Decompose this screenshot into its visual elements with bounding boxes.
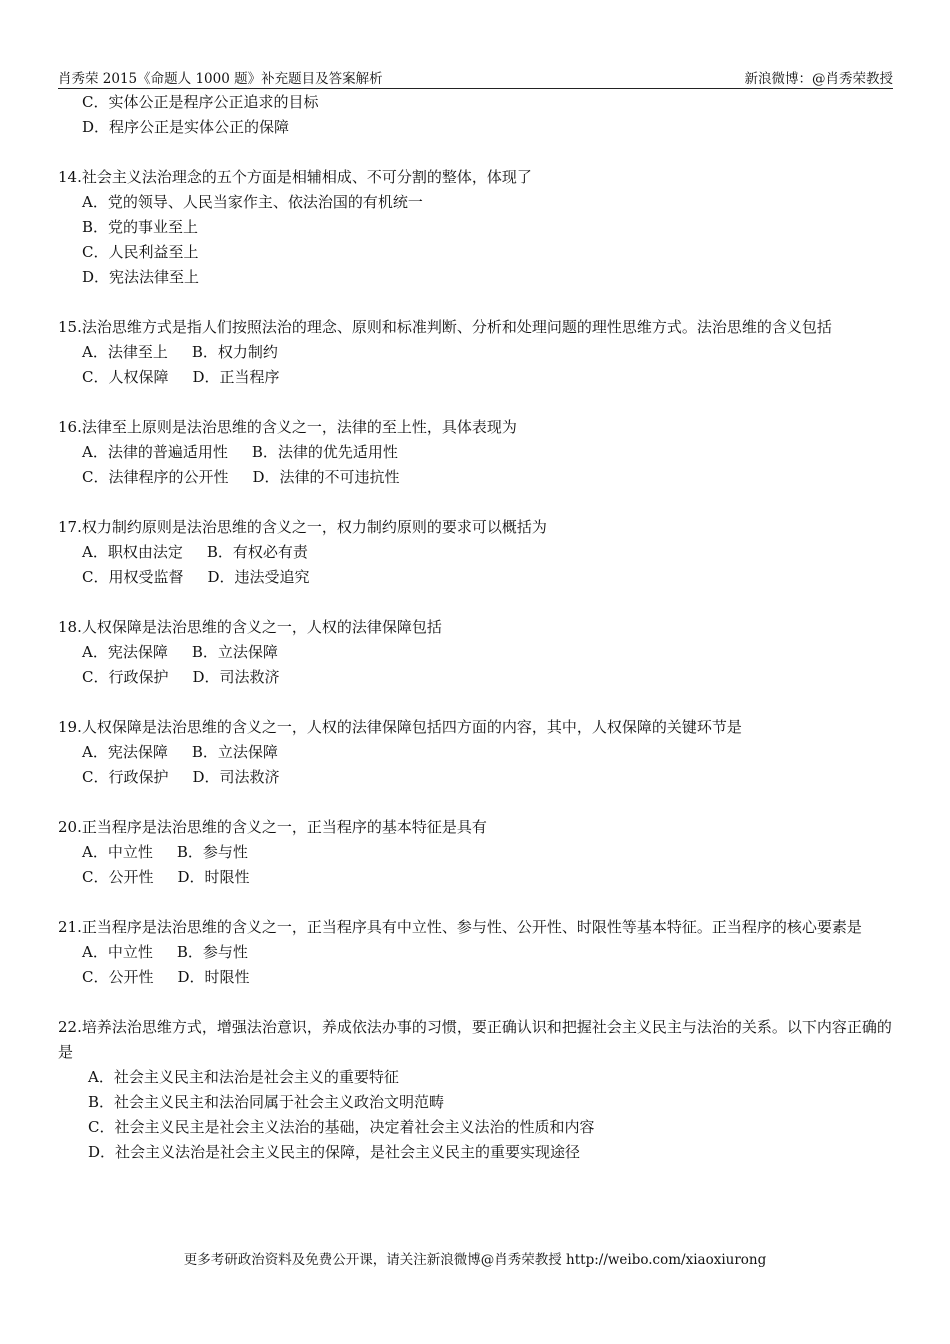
option: B．有权必有责 bbox=[206, 543, 308, 561]
question-content bbox=[58, 90, 894, 1190]
option-line: C．人民利益至上 bbox=[82, 243, 199, 261]
option-line bbox=[82, 340, 894, 365]
option: A．中立性 bbox=[82, 843, 153, 861]
question-14 bbox=[58, 165, 894, 290]
option-line: B．社会主义民主和法治同属于社会主义政治文明范畴 bbox=[88, 1093, 445, 1111]
page-header bbox=[58, 66, 893, 89]
option: D．违法受追究 bbox=[207, 568, 310, 586]
question-22 bbox=[58, 1015, 894, 1165]
option-line: A．党的领导、人民当家作主、依法治国的有机统一 bbox=[82, 193, 423, 211]
option-line: D．程序公正是实体公正的保障 bbox=[82, 118, 290, 136]
question-20 bbox=[58, 815, 894, 890]
option: A．法律的普遍适用性 bbox=[82, 443, 228, 461]
option: C．行政保护 bbox=[82, 668, 169, 686]
option: A．法律至上 bbox=[82, 343, 168, 361]
option-line: D．宪法法律至上 bbox=[82, 268, 200, 286]
option: B．立法保障 bbox=[191, 743, 278, 761]
option: B．参与性 bbox=[176, 943, 248, 961]
option: A．中立性 bbox=[82, 943, 153, 961]
option-line bbox=[82, 365, 894, 390]
question-21 bbox=[58, 915, 894, 990]
question-19 bbox=[58, 715, 894, 790]
option: A．宪法保障 bbox=[82, 643, 168, 661]
option: D．时限性 bbox=[177, 968, 250, 986]
option-line: C．实体公正是程序公正追求的目标 bbox=[82, 93, 319, 111]
option: A．宪法保障 bbox=[82, 743, 168, 761]
page-footer: 更多考研政治资料及免费公开课，请关注新浪微博@肖秀荣教授 http://weibo.com/xiaoxiurong bbox=[183, 1252, 767, 1268]
question-stem: 15.法治思维方式是指人们按照法治的理念、原则和标准判断、分析和处理问题的理性思维方式。法治思维的含义包括 bbox=[58, 318, 832, 336]
option: D．法律的不可违抗性 bbox=[252, 468, 400, 486]
question-stem: 21.正当程序是法治思维的含义之一，正当程序具有中立性、参与性、公开性、时限性等基本特征。正当程序的核心要素是 bbox=[58, 918, 862, 936]
option-line bbox=[82, 865, 894, 890]
option: C．法律程序的公开性 bbox=[82, 468, 229, 486]
option-line bbox=[82, 765, 894, 790]
option-line: D．社会主义法治是社会主义民主的保障，是社会主义民主的重要实现途径 bbox=[88, 1143, 581, 1161]
question-stem: 20.正当程序是法治思维的含义之一，正当程序的基本特征是具有 bbox=[58, 818, 487, 836]
option: C．公开性 bbox=[82, 868, 154, 886]
option: B．法律的优先适用性 bbox=[251, 443, 398, 461]
option-line bbox=[82, 665, 894, 690]
option: C．行政保护 bbox=[82, 768, 169, 786]
option-line bbox=[82, 565, 894, 590]
option-line bbox=[82, 740, 894, 765]
option: C．公开性 bbox=[82, 968, 154, 986]
option: A．职权由法定 bbox=[82, 543, 183, 561]
option: B．立法保障 bbox=[191, 643, 278, 661]
option: B．参与性 bbox=[176, 843, 248, 861]
option: C．用权受监督 bbox=[82, 568, 184, 586]
option-line bbox=[82, 465, 894, 490]
header-weibo: 新浪微博：@肖秀荣教授 bbox=[744, 71, 893, 87]
question-stem: 22.培养法治思维方式，增强法治意识，养成依法办事的习惯，要正确认识和把握社会主义民主与法治的关系。以下内容正确的是 bbox=[58, 1018, 892, 1061]
question-18 bbox=[58, 615, 894, 690]
question-stem: 19.人权保障是法治思维的含义之一，人权的法律保障包括四方面的内容，其中，人权保障的关键环节是 bbox=[58, 718, 742, 736]
option-line bbox=[82, 840, 894, 865]
option: B．权力制约 bbox=[191, 343, 278, 361]
question-stem: 17.权力制约原则是法治思维的含义之一，权力制约原则的要求可以概括为 bbox=[58, 518, 547, 536]
option: D．司法救济 bbox=[192, 668, 280, 686]
option-line: B．党的事业至上 bbox=[82, 218, 199, 236]
option-line bbox=[82, 540, 894, 565]
question-15 bbox=[58, 315, 894, 390]
question-stem: 14.社会主义法治理念的五个方面是相辅相成、不可分割的整体，体现了 bbox=[58, 168, 532, 186]
question-stem: 18.人权保障是法治思维的含义之一，人权的法律保障包括 bbox=[58, 618, 442, 636]
question-16 bbox=[58, 415, 894, 490]
option-line bbox=[82, 440, 894, 465]
option-line: A．社会主义民主和法治是社会主义的重要特征 bbox=[88, 1068, 399, 1086]
header-title: 肖秀荣 2015《命题人 1000 题》补充题目及答案解析 bbox=[58, 71, 383, 87]
option-line: C．社会主义民主是社会主义法治的基础，决定着社会主义法治的性质和内容 bbox=[88, 1118, 595, 1136]
option-line bbox=[82, 940, 894, 965]
option: C．人权保障 bbox=[82, 368, 169, 386]
option: D．司法救济 bbox=[192, 768, 280, 786]
question-stem: 16.法律至上原则是法治思维的含义之一，法律的至上性，具体表现为 bbox=[58, 418, 517, 436]
carryover-options bbox=[58, 90, 894, 140]
option: D．时限性 bbox=[177, 868, 250, 886]
option-line bbox=[82, 965, 894, 990]
question-17 bbox=[58, 515, 894, 590]
option-line bbox=[82, 640, 894, 665]
option: D．正当程序 bbox=[192, 368, 280, 386]
